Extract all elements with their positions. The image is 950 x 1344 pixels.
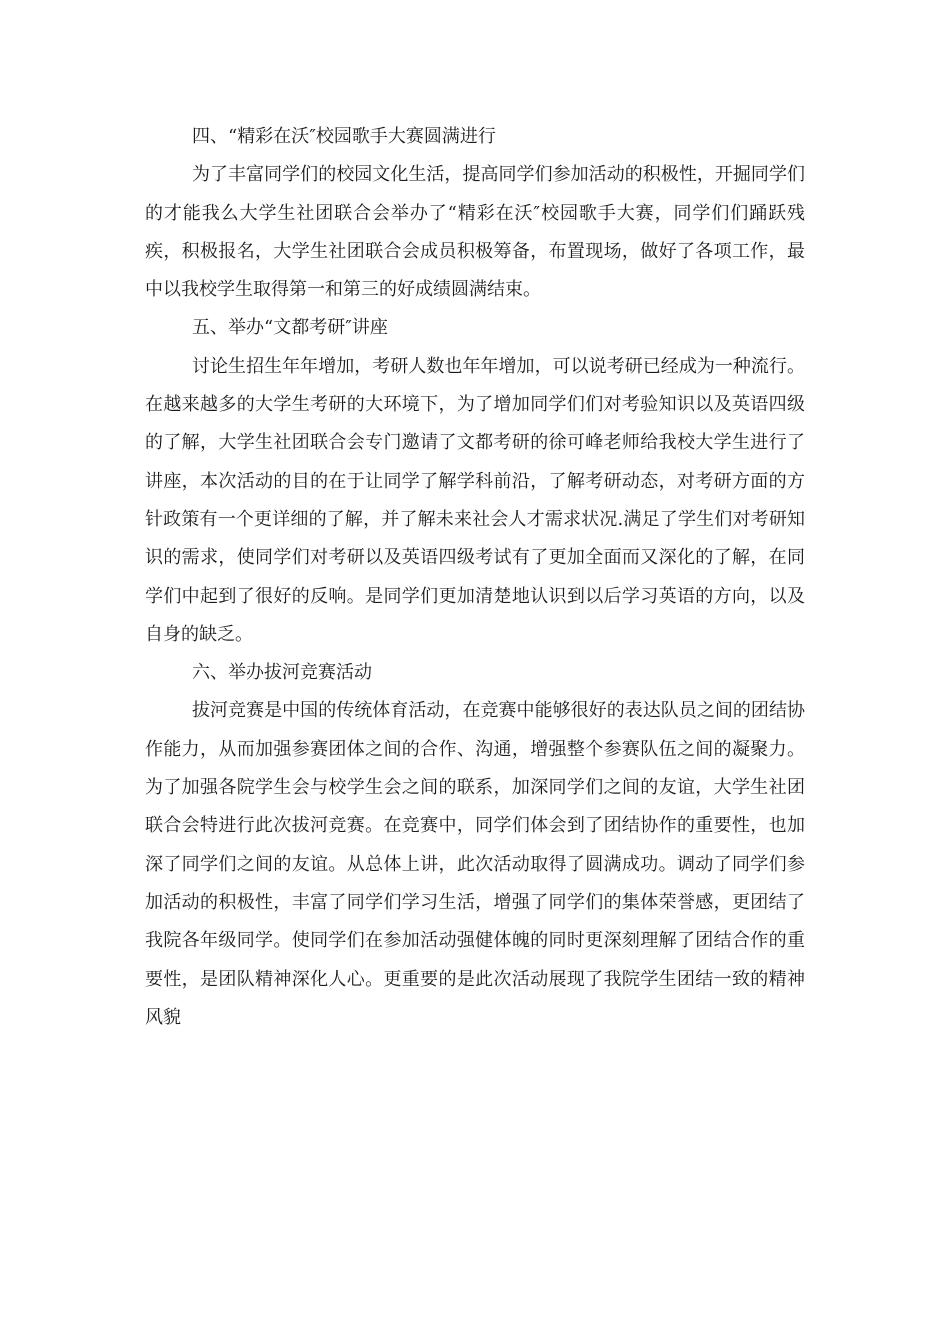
section-paragraph-5: 讨论生招生年年增加，考研人数也年年增加，可以说考研已经成为一种流行。在越来越多的大学生考研的大环境下，为了增加同学们们对考验知识以及英语四级的了解，大学生社团联合会专门邀请了文都考研的徐可峰老师给我校大学生进行了讲座，本次活动的目的在于让同学了解学科前沿，了解考研动态，对考研方面的方针政策有一个更详细的了解，并了解未来社会人才需求状况.满足了学生们对考研知识的需求，使同学们对考研以及英语四级考试有了更加全面而又深化的了解，在同学们中起到了很好的反响。是同学们更加清楚地认识到以后学习英语的方向，以及自身的缺乏。 <box>145 355 805 645</box>
document-body <box>145 118 805 1037</box>
section-heading-4: 四、“精彩在沃″校园歌手大赛圆满进行 <box>192 126 496 147</box>
section-paragraph-6: 拔河竞赛是中国的传统体育活动，在竞赛中能够很好的表达队员之间的团结协作能力，从而加强参赛团体之间的合作、沟通，增强整个参赛队伍之间的凝聚力。为了加强各院学生会与校学生会之间的联系，加深同学们之间的友谊，大学生社团联合会特进行此次拔河竞赛。在竞赛中，同学们体会到了团结协作的重要性，也加深了同学们之间的友谊。从总体上讲，此次活动取得了圆满成功。调动了同学们参加活动的积极性，丰富了同学们学习生活，增强了同学们的集体荣誉感，更团结了我院各年级同学。使同学们在参加活动强健体魄的同时更深刻理解了团结合作的重要性，是团队精神深化人心。更重要的是此次活动展现了我院学生团结一致的精神风貌 <box>145 700 805 1028</box>
section-paragraph-4: 为了丰富同学们的校园文化生活，提高同学们参加活动的积极性，开掘同学们的才能我么大学生社团联合会举办了“精彩在沃″校园歌手大赛，同学们们踊跃残疾，积极报名，大学生社团联合会成员积极筹备，布置现场，做好了各项工作，最中以我校学生取得第一和第三的好成绩圆满结束。 <box>145 164 805 301</box>
section-heading-6: 六、举办拔河竞赛活动 <box>192 662 372 684</box>
section-heading-5: 五、举办“文都考研″讲座 <box>192 317 388 339</box>
